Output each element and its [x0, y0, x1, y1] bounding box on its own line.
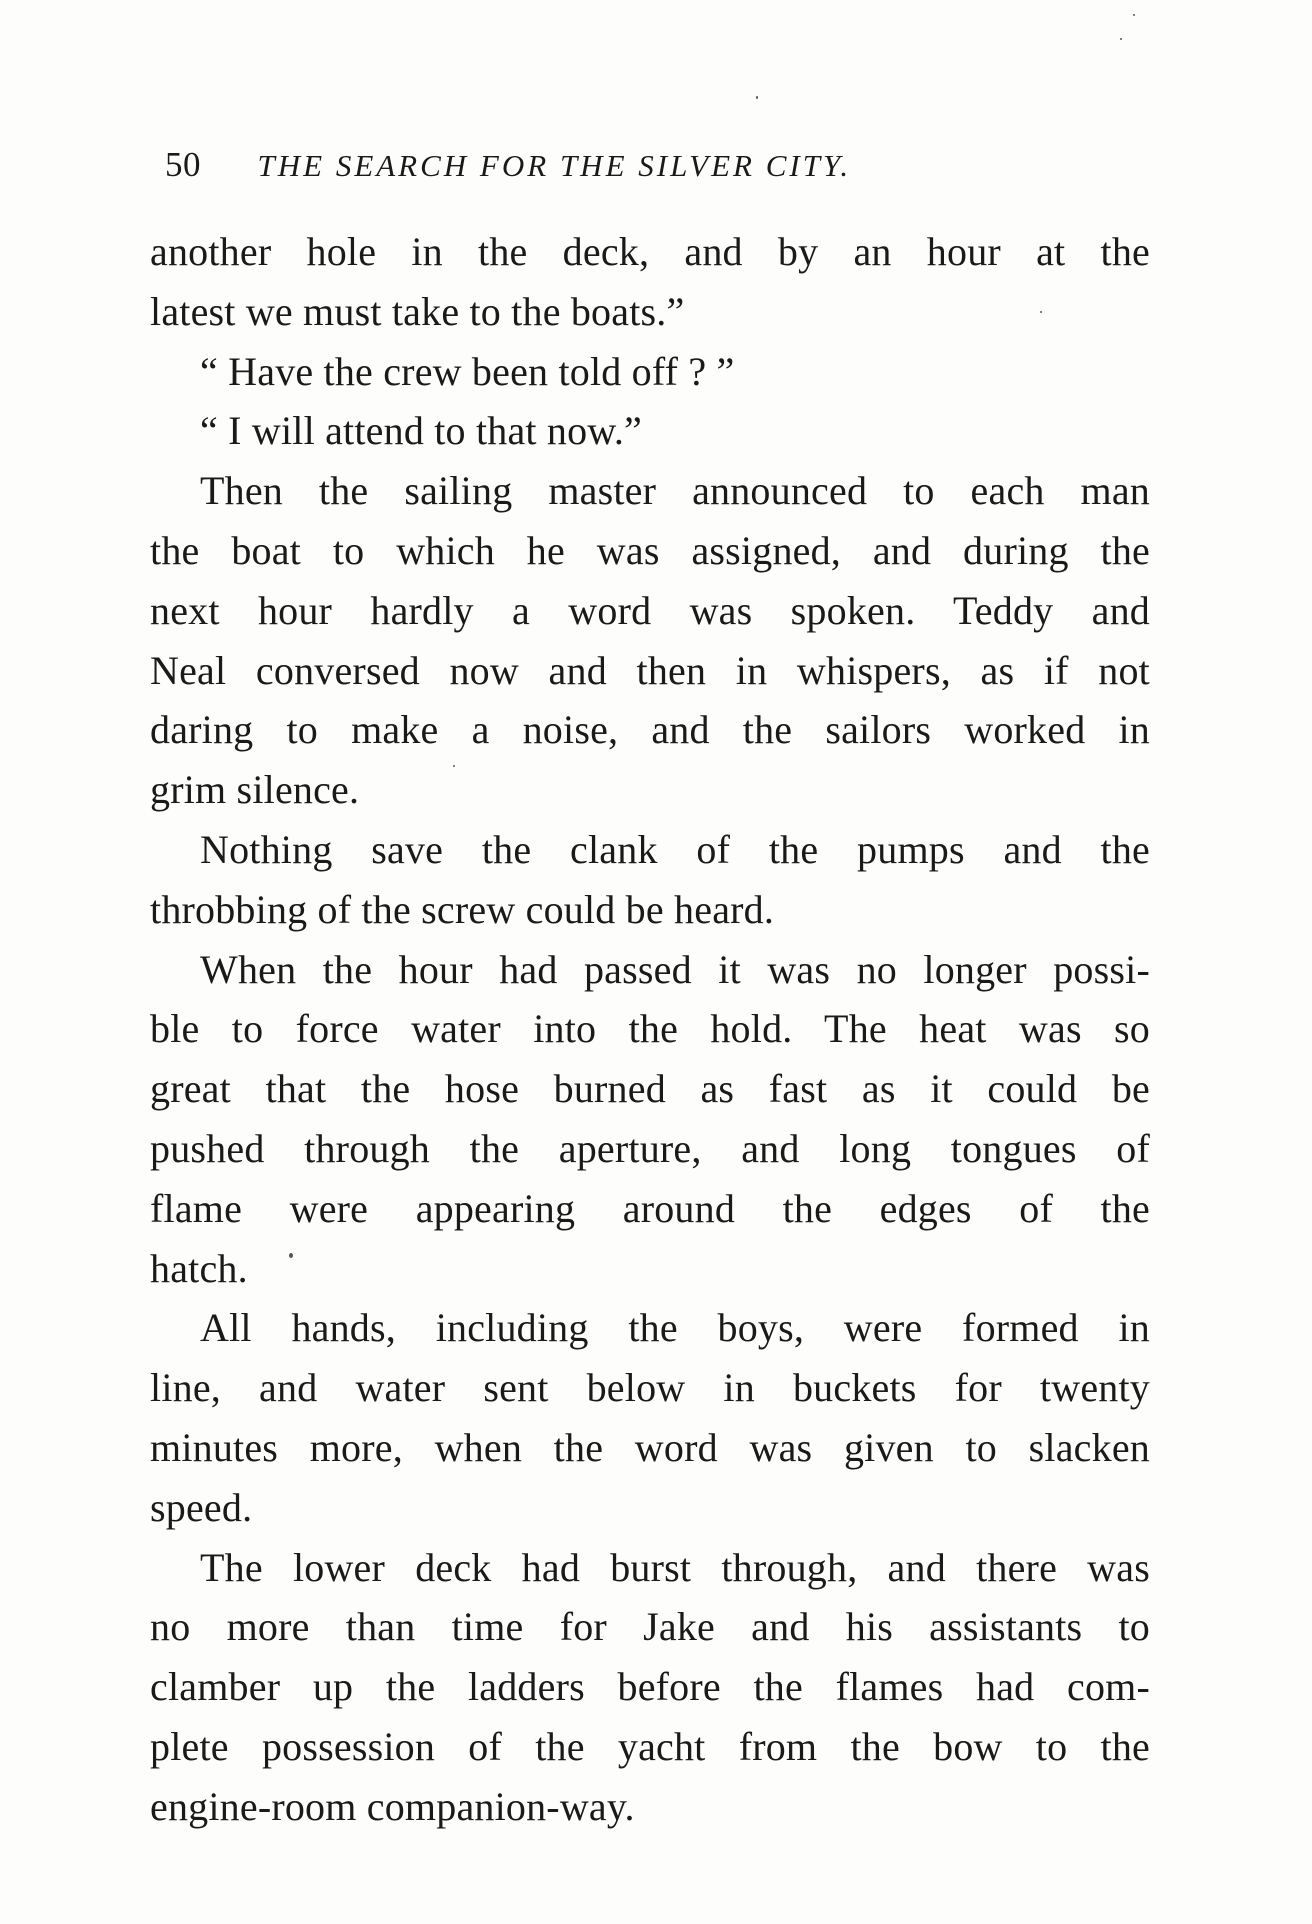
text-line: Nothing save the clank of the pumps and the — [200, 826, 1150, 872]
running-title: THE SEARCH FOR THE SILVER CITY. — [257, 148, 852, 183]
text-line: When the hour had passed it was no longer possi- — [200, 946, 1150, 992]
text-line: “ Have the crew been told off ? ” — [200, 348, 735, 394]
scan-speck — [756, 96, 758, 99]
text-line: All hands, including the boys, were formed in — [200, 1305, 1150, 1351]
scan-speck — [1040, 311, 1042, 313]
text-line: clamber up the ladders before the flames had com- — [150, 1664, 1150, 1710]
text-line: line, and water sent below in buckets for twenty — [150, 1365, 1150, 1411]
body-text — [150, 222, 1150, 1837]
text-line: “ I will attend to that now.” — [200, 408, 642, 454]
text-line: grim silence. — [150, 767, 360, 813]
scan-speck — [1133, 14, 1135, 16]
page-number: 50 — [165, 145, 201, 184]
text-line: flame were appearing around the edges of the — [150, 1185, 1150, 1231]
text-line: pushed through the aperture, and long tongues of — [150, 1125, 1150, 1171]
text-line: daring to make a noise, and the sailors worked in — [150, 707, 1150, 753]
text-line: Then the sailing master announced to each man — [200, 468, 1150, 514]
text-line: another hole in the deck, and by an hour at the — [150, 229, 1150, 274]
text-line: The lower deck had burst through, and there was — [200, 1544, 1150, 1590]
text-line: engine-room companion-way. — [150, 1783, 635, 1829]
scan-speck — [289, 1253, 293, 1258]
text-line: latest we must take to the boats.” — [150, 288, 685, 334]
text-line: no more than time for Jake and his assistants to — [150, 1604, 1150, 1650]
text-line: plete possession of the yacht from the bow to the — [150, 1723, 1150, 1769]
text-line: great that the hose burned as fast as it could be — [150, 1066, 1150, 1112]
running-head — [165, 140, 1065, 190]
scan-speck — [1120, 38, 1122, 40]
text-line: Neal conversed now and then in whispers, as if not — [150, 647, 1150, 693]
scan-speck — [453, 765, 455, 767]
text-line: speed. — [150, 1484, 253, 1530]
text-line: next hour hardly a word was spoken. Teddy and — [150, 587, 1150, 633]
text-line: hatch. — [150, 1245, 248, 1291]
text-line: throbbing of the screw could be heard. — [150, 886, 775, 932]
text-line: minutes more, when the word was given to slacken — [150, 1424, 1150, 1470]
text-line: ble to force water into the hold. The heat was so — [150, 1006, 1150, 1052]
text-line: the boat to which he was assigned, and during the — [150, 527, 1150, 573]
